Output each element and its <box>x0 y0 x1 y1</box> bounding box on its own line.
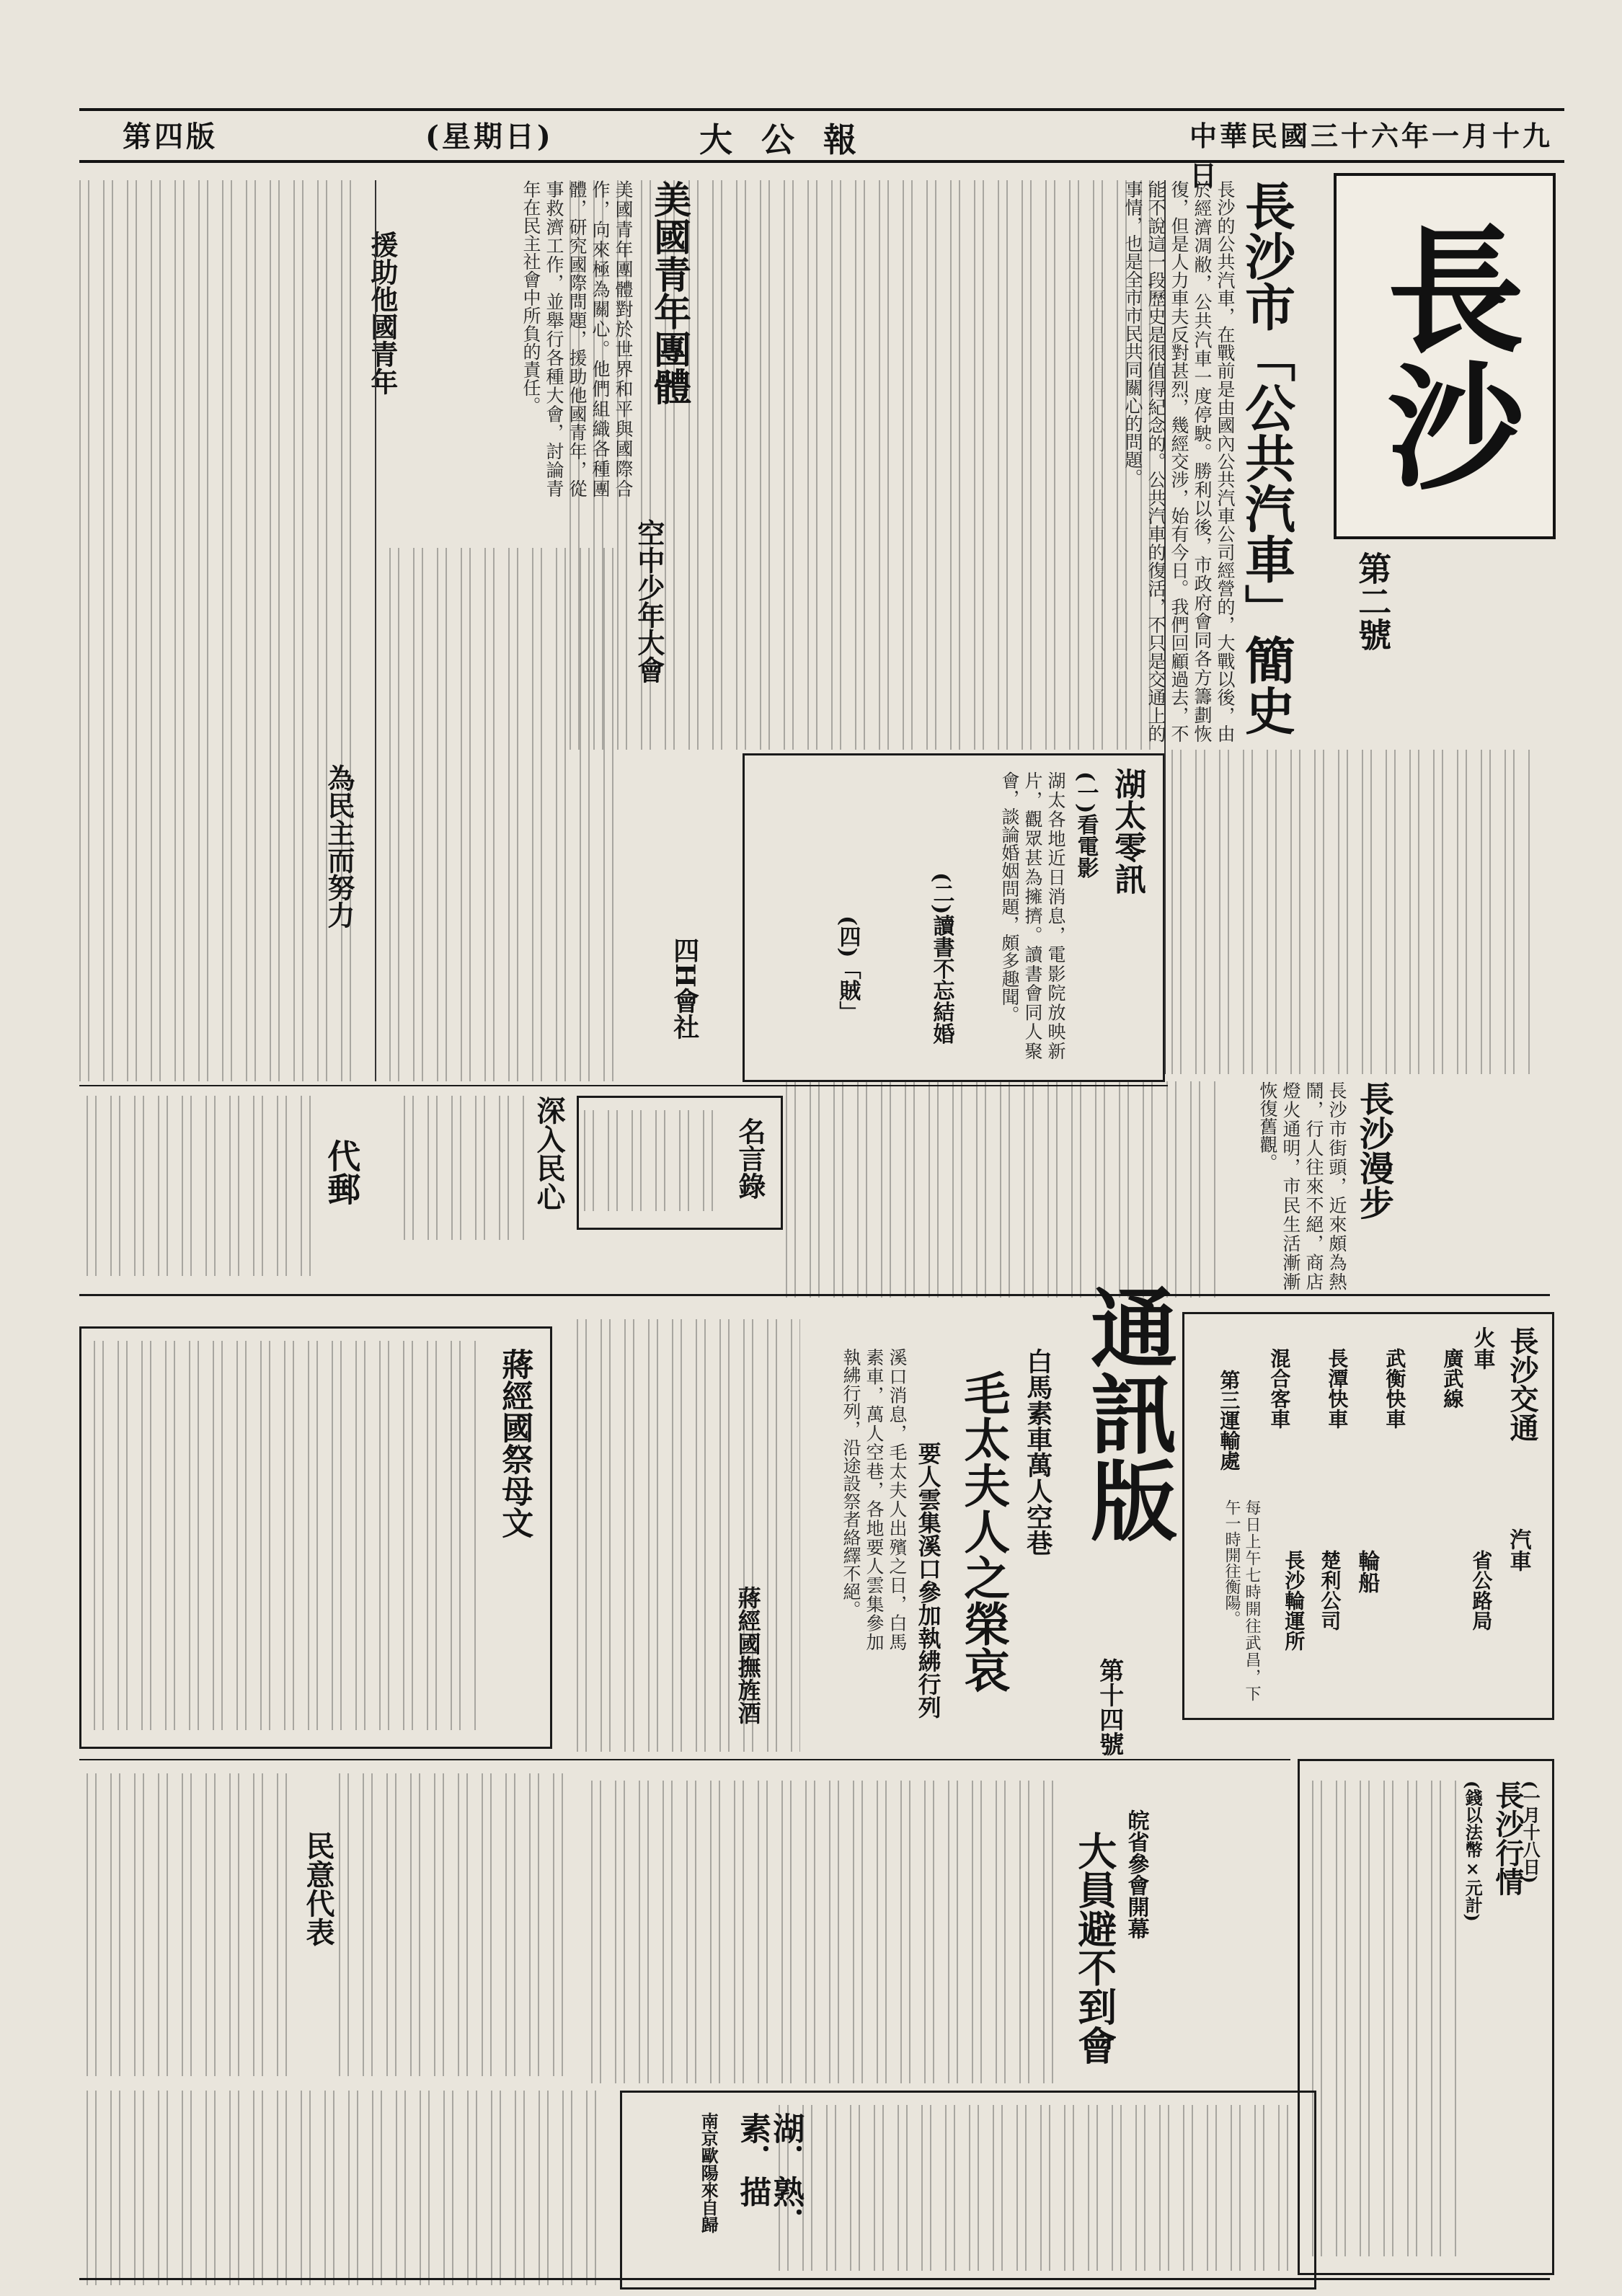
transport-title: 長沙交通 <box>1505 1326 1539 1442</box>
lake-news-text: 湖太各地近日消息，電影院放映新片，觀眾甚為擁擠。讀書會同人聚會，談論婚姻問題，頗多趣聞。 <box>999 771 1066 1060</box>
section-divider <box>79 1294 1550 1296</box>
telegram-body <box>577 1319 800 1752</box>
telegram-text: 溪口消息，毛太夫人出殯之日，白馬素車，萬人空巷，各地要人雲集參加執紼行列，沿途設祭者絡繹不絕。 <box>841 1348 908 1651</box>
assembly-body <box>591 1781 1060 2083</box>
people-rep-body <box>87 1773 296 2076</box>
changsha-walk-body <box>786 1081 1218 1298</box>
feature-logo-title: 長沙 <box>1365 219 1525 493</box>
deep-people-body <box>404 1096 526 1240</box>
post-title: 代郵 <box>322 1139 362 1205</box>
american-youth-title: 美國青年團體 <box>647 180 691 405</box>
market-unit: (錢以法幣×元計) <box>1462 1781 1484 1922</box>
page-number: 第四版 <box>123 120 218 154</box>
feature-logo-box <box>1334 173 1556 539</box>
american-youth-body-mid <box>389 548 620 1081</box>
transport-line5: 第三運輸處 <box>1217 1370 1241 1471</box>
lake-news-sub2: (二)讀書不忘結婚 <box>929 872 954 1045</box>
transport-train: 火車 <box>1469 1326 1495 1370</box>
american-youth-sub3: 為民主而努力 <box>322 764 355 928</box>
transport-bus-bureau: 省公路局 <box>1469 1550 1494 1631</box>
telegram-subhead: 要人雲集溪口參加執紼行列 <box>914 1442 942 1719</box>
feature-continuation-text <box>1171 750 1532 1074</box>
people-rep-title: 民意代表 <box>301 1831 335 1946</box>
transport-line3: 長潭快車 <box>1325 1348 1350 1429</box>
transport-ferry: 長沙輪運所 <box>1282 1550 1306 1651</box>
transport-bus: 汽車 <box>1505 1528 1531 1572</box>
lake-news-sub3: (四)「賊」 <box>835 916 861 1023</box>
post-body <box>87 1096 317 1276</box>
telegram-subhead2: 蔣經國撫旌酒 <box>734 1586 762 1724</box>
sketch-byline: 南京歐陽來自歸 <box>698 2112 719 2233</box>
bottom-left-body <box>87 2091 606 2285</box>
lake-news-sub1: (一)看電影 <box>1073 771 1099 879</box>
telegram-section-number: 第十四號 <box>1094 1658 1124 1756</box>
assembly-title: 大員避不到會 <box>1071 1831 1118 2065</box>
lake-news-title: 湖太零訊 <box>1109 768 1146 895</box>
bottom-rule <box>79 2278 1550 2280</box>
sketch-body <box>779 2105 1298 2271</box>
paper-name: 大公報 <box>699 120 885 159</box>
american-youth-body-left <box>79 180 360 1081</box>
memorial-body <box>94 1341 483 1730</box>
masthead <box>79 108 1564 192</box>
transport-line2: 武衡快車 <box>1383 1348 1407 1429</box>
assembly-kicker: 皖省參會開幕 <box>1123 1809 1149 1939</box>
memorial-title: 蔣經國祭母文 <box>496 1348 533 1538</box>
transport-ship: 輪船 <box>1354 1550 1380 1593</box>
telegram-section-title: 通訊版 <box>1076 1283 1178 1543</box>
transport-ship-company: 楚利公司 <box>1318 1550 1342 1631</box>
column-rule <box>375 180 376 1081</box>
changsha-walk-text: 長沙市街頭，近來頗為熱鬧，行人往來不絕，商店燈火通明，市民生活漸漸恢復舊觀。 <box>1257 1081 1347 1290</box>
telegram-headline: 毛太夫人之榮哀 <box>956 1370 1011 1693</box>
market-body <box>1312 1781 1456 2256</box>
transport-text: 每日上午七時開往武昌，下午一時開往衡陽。 <box>1223 1499 1261 1701</box>
transport-line1: 廣武線 <box>1440 1348 1465 1409</box>
row-rule <box>79 1085 1168 1086</box>
telegram-kicker: 白馬素車萬人空巷 <box>1022 1348 1053 1556</box>
changsha-walk-title: 長沙漫步 <box>1353 1081 1394 1220</box>
quotes-title: 名言錄 <box>733 1117 766 1200</box>
american-youth-sub2: 空中少年大會 <box>632 519 665 683</box>
deep-people-title: 深入民心 <box>532 1096 566 1211</box>
quotes-body <box>584 1110 721 1211</box>
american-youth-text: 美國青年團體對於世界和平與國際合作，向來極為關心。他們組織各種團體，研究國際問題，援助他國青年，從事救濟工作，並舉行各種大會，討論青年在民主社會中所負的責任。 <box>520 180 634 497</box>
feature-lead-text: 長沙的公共汽車，在戰前是由國內公共汽車公司經營的，大戰以後，由於經濟凋敝，公共汽車一度停駛。勝利以後，市政府會同各方籌劃恢復，但是人力車夫反對甚烈，幾經交涉，始有今日。我們回顧過去，不能不說這一段歷史是很值得紀念的。公共汽車的復活，不只是交通上的事情，也是全市市民共同關心的問題。 <box>1122 180 1236 743</box>
issue-date: 中華民國三十六年一月十九日 <box>1189 120 1554 192</box>
market-date: (一月十八日) <box>1520 1781 1541 1884</box>
weekday: (星期日) <box>425 120 554 154</box>
feature-main-title: 長沙市「公共汽車」簡史 <box>1236 180 1297 735</box>
row-rule <box>79 1759 1290 1760</box>
market-title: 長沙行情 <box>1491 1781 1525 1896</box>
transport-line4: 混合客車 <box>1267 1348 1292 1429</box>
american-youth-sub1: 援助他國青年 <box>365 231 399 395</box>
feature-issue-number: 第二號 <box>1353 551 1393 651</box>
four-h-title: 四H會社 <box>669 937 700 1040</box>
column-rule <box>1164 180 1166 1074</box>
lower-left-body <box>339 1773 570 2076</box>
sketch-title: 湖．熟．素．描 <box>734 2112 805 2239</box>
